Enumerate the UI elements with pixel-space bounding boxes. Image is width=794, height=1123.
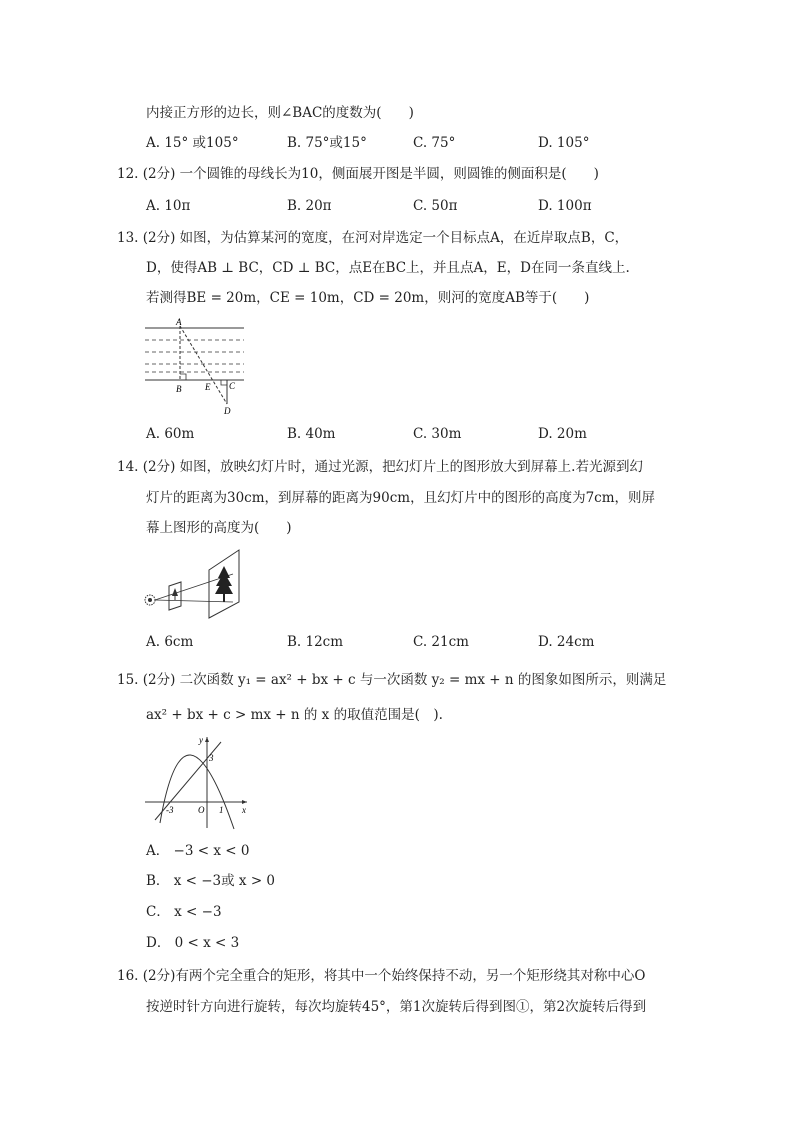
q13-option-d[interactable]: D. 20m <box>538 426 587 442</box>
q15-function-graph <box>141 734 253 830</box>
q12-option-d[interactable]: D. 100π <box>538 198 592 214</box>
q13-stem-line1: 13. (2分) 如图，为估算某河的宽度，在河对岸选定一个目标点A，在近岸取点B，C， <box>117 230 629 246</box>
q14-projector-figure <box>141 546 243 622</box>
q11-option-d[interactable]: D. 105° <box>538 135 590 151</box>
q12-option-b[interactable]: B. 20π <box>287 198 332 214</box>
q13-option-b[interactable]: B. 40m <box>287 426 336 442</box>
q14-option-c[interactable]: C. 21cm <box>413 634 469 650</box>
q15-option-d[interactable]: D． 0 < x < 3 <box>146 935 240 951</box>
q14-stem-line1: 14. (2分) 如图，放映幻灯片时，通过光源，把幻灯片上的图形放大到屏幕上.若光源到幻 <box>117 459 643 475</box>
q13-label-d: D <box>224 406 231 416</box>
q11-option-c[interactable]: C. 75° <box>413 135 456 151</box>
q13-stem-line3: 若测得BE = 20m，CE = 10m，CD = 20m，则河的宽度AB等于( ) <box>146 290 590 306</box>
q14-option-d[interactable]: D. 24cm <box>538 634 595 650</box>
q13-option-c[interactable]: C. 30m <box>413 426 462 442</box>
q13-stem-line2: D，使得AB ⊥ BC，CD ⊥ BC，点E在BC上，并且点A，E，D在同一条直线上. <box>146 260 630 276</box>
q12-stem: 12. (2分) 一个圆锥的母线长为10，侧面展开图是半圆，则圆锥的侧面积是( ) <box>117 166 599 182</box>
q15-label-origin: O <box>198 805 205 815</box>
q12-option-a[interactable]: A. 10π <box>146 198 191 214</box>
q14-stem-line3: 幕上图形的高度为( ) <box>146 520 292 536</box>
q14-stem-line2: 灯片的距离为30cm，到屏幕的距离为90cm，且幻灯片中的图形的高度为7cm，则屏 <box>146 490 656 506</box>
q15-stem-line2: ax² + bx + c > mx + n 的 x 的取值范围是( ). <box>146 707 443 723</box>
q13-label-a: A <box>176 317 182 327</box>
q14-option-b[interactable]: B. 12cm <box>287 634 344 650</box>
q15-label-x: x <box>242 805 246 815</box>
q11-option-a[interactable]: A. 15° 或105° <box>146 135 239 151</box>
q16-stem-line1: 16. (2分)有两个完全重合的矩形，将其中一个始终保持不动，另一个矩形绕其对称中心O <box>117 968 646 984</box>
q11-option-b[interactable]: B. 75°或15° <box>287 135 367 151</box>
q11-stem-continuation: 内接正方形的边长，则∠BAC的度数为( ) <box>146 105 414 121</box>
q15-label-neg3: -3 <box>166 805 174 815</box>
q15-option-a[interactable]: A． −3 < x < 0 <box>146 843 250 859</box>
q15-label-y: y <box>199 735 203 745</box>
small-tree-icon <box>172 588 178 600</box>
q13-option-a[interactable]: A. 60m <box>146 426 195 442</box>
q15-option-b[interactable]: B． x < −3或 x > 0 <box>146 873 276 889</box>
q14-option-a[interactable]: A. 6cm <box>146 634 194 650</box>
q13-label-e: E <box>205 382 211 392</box>
q16-stem-line2: 按逆时针方向进行旋转，每次均旋转45°，第1次旋转后得到图①，第2次旋转后得到 <box>146 999 647 1015</box>
q13-label-c: C <box>229 381 236 391</box>
q15-label-1: 1 <box>219 805 224 815</box>
q15-stem-line1: 15. (2分) 二次函数 y₁ = ax² + bx + c 与一次函数 y₂ = mx + n 的图象如图所示，则满足 <box>117 672 667 688</box>
large-tree-icon <box>215 566 233 602</box>
q15-option-c[interactable]: C． x < −3 <box>146 904 222 920</box>
q15-label-3: 3 <box>209 753 214 763</box>
q13-river-figure <box>142 314 248 418</box>
q12-option-c[interactable]: C. 50π <box>413 198 458 214</box>
q13-label-b: B <box>176 384 182 394</box>
